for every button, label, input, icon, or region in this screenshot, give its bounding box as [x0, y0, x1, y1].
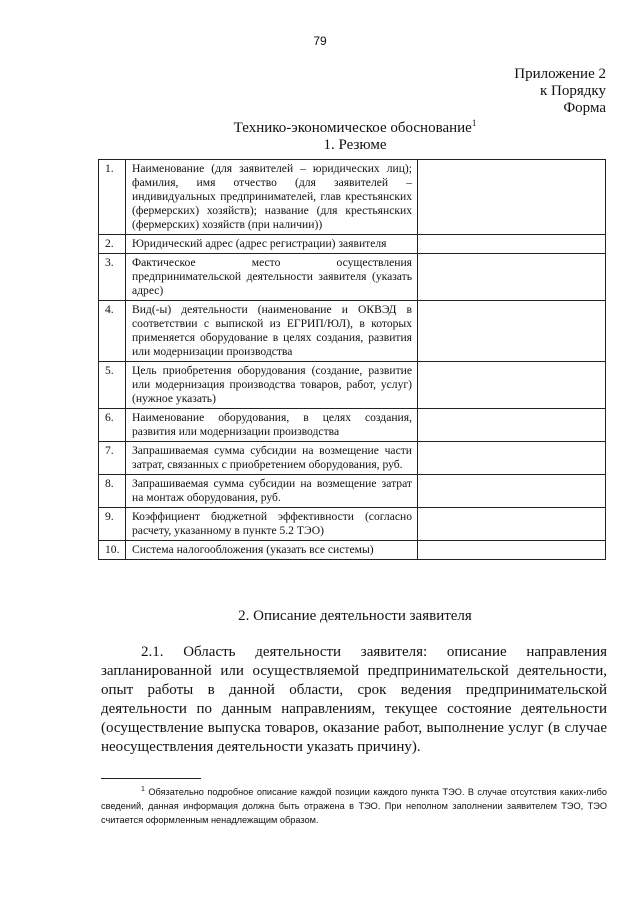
- footnote-mark: 1: [141, 786, 145, 793]
- title-footnote-mark: 1: [471, 118, 477, 128]
- row-label: Юридический адрес (адрес регистрации) заявителя: [126, 235, 418, 254]
- row-number: 3.: [99, 254, 126, 301]
- table-row: [99, 254, 606, 301]
- row-value-field[interactable]: [418, 475, 606, 508]
- row-value-field[interactable]: [418, 508, 606, 541]
- resume-table: [98, 159, 606, 560]
- section-2-paragraph: 2.1. Область деятельности заявителя: описание направления запланированной или осуществляемой предпринимательской деятельности, опыт работы в данной области, срок ведения предпринимательской деятельности по данным направлениям, текущее состояние деятельности (осуществление выпуска товаров, оказание работ, выполнение услуг (в случае неосуществления деятельности указать причину).: [101, 644, 607, 755]
- row-label: Запрашиваемая сумма субсидии на возмещение затрат на монтаж оборудования, руб.: [126, 475, 418, 508]
- row-number: 5.: [99, 362, 126, 409]
- row-value-field[interactable]: [418, 362, 606, 409]
- table-row: [99, 160, 606, 235]
- appendix-line-1: Приложение 2: [514, 66, 606, 82]
- row-value-field[interactable]: [418, 160, 606, 235]
- table-row: [99, 235, 606, 254]
- row-number: 7.: [99, 442, 126, 475]
- row-label: Система налогообложения (указать все системы): [126, 541, 418, 560]
- document-title-text: Технико-экономическое обоснование: [233, 120, 472, 136]
- row-label: Фактическое место осуществления предпринимательской деятельности заявителя (указать адрес): [126, 254, 418, 301]
- row-number: 1.: [99, 160, 126, 235]
- footnote: [101, 783, 607, 827]
- row-value-field[interactable]: [418, 301, 606, 362]
- table-row: [99, 541, 606, 560]
- row-label: Вид(-ы) деятельности (наименование и ОКВЭД в соответствии с выпиской из ЕГРИП/ЮЛ), в которых применяется оборудование в целях создания, развития или модернизации производства: [126, 301, 418, 362]
- row-label: Наименование оборудования, в целях создания, развития или модернизации производства: [126, 409, 418, 442]
- row-label: Наименование (для заявителей – юридических лиц); фамилия, имя отчество (для заявителей – индивидуальных предпринимателей, глав крестьянских (фермерских) хозяйств); название (для крестьянских (фермерских) хозяйств (при наличии)): [126, 160, 418, 235]
- row-value-field[interactable]: [418, 254, 606, 301]
- row-label: Запрашиваемая сумма субсидии на возмещение части затрат, связанных с приобретением оборудования, руб.: [126, 442, 418, 475]
- appendix-line-2: к Порядку: [540, 83, 606, 99]
- row-value-field[interactable]: [418, 442, 606, 475]
- row-label: Коэффициент бюджетной эффективности (согласно расчету, указанному в пункте 5.2 ТЭО): [126, 508, 418, 541]
- table-row: [99, 475, 606, 508]
- table-row: [99, 508, 606, 541]
- document-title: [0, 120, 640, 137]
- row-number: 9.: [99, 508, 126, 541]
- appendix-line-3: Форма: [563, 100, 606, 116]
- appendix-header: [514, 66, 606, 117]
- resume-table-body: [99, 160, 606, 560]
- row-value-field[interactable]: [418, 409, 606, 442]
- row-value-field[interactable]: [418, 235, 606, 254]
- table-row: [99, 442, 606, 475]
- footnote-text: Обязательно подробное описание каждой позиции каждого пункта ТЭО. В случае отсутствия каких-либо сведений, данная информация должна быть отражена в ТЭО. При неполном заполнении заявителем ТЭО, ТЭО считается оформленным ненадлежащим образом.: [101, 787, 607, 826]
- row-number: 10.: [99, 541, 126, 560]
- table-row: [99, 362, 606, 409]
- table-row: [99, 301, 606, 362]
- row-number: 6.: [99, 409, 126, 442]
- footnote-divider: [101, 778, 201, 779]
- row-label: Цель приобретения оборудования (создание, развитие или модернизация производства товаров, работ, услуг) (нужное указать): [126, 362, 418, 409]
- row-number: 8.: [99, 475, 126, 508]
- resume-section-title: 1. Резюме: [323, 137, 387, 153]
- row-number: 2.: [99, 235, 126, 254]
- page-number: 79: [313, 34, 327, 48]
- section-2-title: 2. Описание деятельности заявителя: [238, 608, 472, 624]
- table-row: [99, 409, 606, 442]
- row-number: 4.: [99, 301, 126, 362]
- row-value-field[interactable]: [418, 541, 606, 560]
